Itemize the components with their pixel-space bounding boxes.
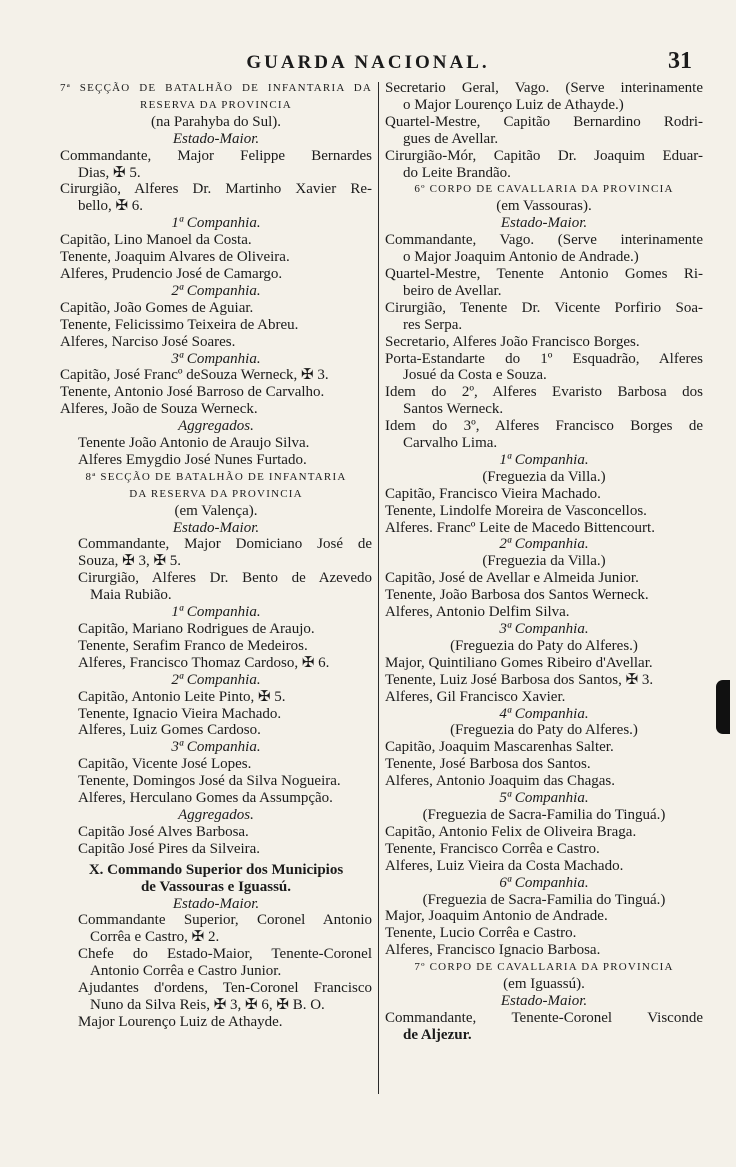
left-text-line: 3ª Companhia. xyxy=(171,350,261,367)
left-text-line: (na Parahyba do Sul). xyxy=(151,113,281,130)
page-header xyxy=(0,48,736,82)
right-text-line: Secretario, Alferes João Francisco Borges. xyxy=(385,333,640,350)
left-text-line: Souza, ✠ 3, ✠ 5. xyxy=(78,553,182,570)
left-text-line: Tenente João Antonio de Araujo Silva. xyxy=(78,435,310,452)
left-text-line: Capitão, Mariano Rodrigues de Araujo. xyxy=(78,621,315,637)
left-text-line: Alferes Emygdio José Nunes Furtado. xyxy=(78,451,307,468)
right-text-line: (em Vassouras). xyxy=(496,198,592,215)
right-text-line: Santos Werneck. xyxy=(403,401,504,418)
left-text-line: Estado-Maior. xyxy=(172,130,260,147)
right-text-line: 7º CORPO DE CAVALLARIA DA PROVINCIA xyxy=(414,961,674,974)
right-text-line: (Freguezia de Sacra-Familia do Tinguá.) xyxy=(422,806,666,823)
left-text-line: 1ª Companhia. xyxy=(171,604,261,621)
right-text-line: Major, Quintiliano Gomes Ribeiro d'Avellar. xyxy=(385,654,653,671)
left-text-line: X. Commando Superior dos Municipios xyxy=(88,861,344,878)
right-text-line: 1ª Companhia. xyxy=(499,451,589,468)
left-text-line: Aggregados. xyxy=(178,418,254,435)
left-text-line: Alferes, João de Souza Werneck. xyxy=(60,401,258,418)
left-text-line: Alferes, Luiz Gomes Cardoso. xyxy=(78,722,261,739)
right-text-line: (Freguezia de Sacra-Familia do Tinguá.) xyxy=(422,891,666,908)
left-text-line: bello, ✠ 6. xyxy=(78,198,144,215)
right-text-line: 2ª Companhia. xyxy=(499,536,589,553)
right-text-line: 3ª Companhia. xyxy=(499,621,589,637)
right-text-line: res Serpa. xyxy=(403,316,463,333)
right-text-line: Carvalho Lima. xyxy=(403,435,498,452)
left-text-line: Capitão José Pires da Silveira. xyxy=(78,840,261,857)
right-text-line: gues de Avellar. xyxy=(403,130,499,147)
page-title: GUARDA NACIONAL. xyxy=(246,52,490,73)
right-text-line: Alferes, Gil Francisco Xavier. xyxy=(385,688,566,705)
left-text-line: Cirurgião, Alferes Dr. Martinho Xavier Re- xyxy=(60,181,372,198)
right-text-line: Commandante, Tenente-Coronel Visconde xyxy=(385,1009,703,1026)
left-text-line: Capitão, Antonio Leite Pinto, ✠ 5. xyxy=(78,688,286,705)
left-text-line: Cirurgião, Alferes Dr. Bento de Azevedo xyxy=(78,570,372,587)
right-text-line: Alferes, Luiz Vieira da Costa Machado. xyxy=(385,857,624,874)
left-text-line: Nuno da Silva Reis, ✠ 3, ✠ 6, ✠ B. O. xyxy=(90,996,325,1013)
left-text-line: Alferes, Prudencio José de Camargo. xyxy=(60,265,283,282)
right-text-line: (em Iguassú). xyxy=(503,976,585,993)
right-text-line: Alferes, Antonio Delfim Silva. xyxy=(385,604,570,621)
left-text-line: Capitão, Lino Manoel da Costa. xyxy=(60,232,252,249)
left-text-line: RESERVA DA PROVINCIA xyxy=(140,98,292,111)
left-text-line: Capitão, João Gomes de Aguiar. xyxy=(60,299,254,316)
left-text-line: Capitão, José Francº deSouza Werneck, ✠ 3. xyxy=(60,367,329,384)
left-text-line: Estado-Maior. xyxy=(172,519,260,536)
left-text-line: 7ª SEÇÇÃO DE BATALHÃO DE INFANTARIA DA xyxy=(60,82,372,94)
left-text-line: Capitão, Vicente José Lopes. xyxy=(78,756,252,773)
left-text-line: de Vassouras e Iguassú. xyxy=(140,878,292,895)
left-text-line: DA RESERVA DA PROVINCIA xyxy=(129,487,303,500)
right-text-line: Porta-Estandarte do 1º Esquadrão, Alferes xyxy=(385,350,703,367)
right-text-line: Idem do 2º, Alferes Evaristo Barbosa dos xyxy=(385,384,703,401)
right-text-line: Capitão, Antonio Felix de Oliveira Braga. xyxy=(385,823,637,840)
right-text-line: Tenente, Luiz José Barbosa dos Santos, ✠ 3. xyxy=(385,671,654,688)
column-divider xyxy=(378,82,379,1094)
left-text-line: Major Lourenço Luiz de Athayde. xyxy=(78,1013,283,1030)
left-text-line: 2ª Companhia. xyxy=(171,282,261,299)
right-text-line: Cirurgião, Tenente Dr. Vicente Porfirio Soa- xyxy=(385,299,703,316)
right-text-line: Josué da Costa e Souza. xyxy=(403,367,547,384)
right-text-line: Quartel-Mestre, Capitão Bernardino Rodri- xyxy=(385,113,703,130)
left-text-line: Alferes, Narciso José Soares. xyxy=(60,333,236,350)
right-text-line: Alferes, Antonio Joaquim das Chagas. xyxy=(385,773,615,790)
right-text-line: beiro de Avellar. xyxy=(403,282,502,299)
left-text-line: Tenente, Felicissimo Teixeira de Abreu. xyxy=(60,316,299,333)
left-text-line: Tenente, Joaquim Alvares de Oliveira. xyxy=(60,249,290,266)
right-text-line: do Leite Brandão. xyxy=(403,164,511,181)
right-text-line: Estado-Maior. xyxy=(500,215,588,232)
right-text-line: 4ª Companhia. xyxy=(499,705,589,722)
right-text-line: de Aljezur. xyxy=(403,1026,472,1043)
right-text-line: o Major Lourenço Luiz de Athayde.) xyxy=(403,96,624,113)
left-text-line: Tenente, Antonio José Barroso de Carvalho. xyxy=(60,384,325,401)
left-text-line: Antonio Corrêa e Castro Junior. xyxy=(90,963,282,980)
right-text-line: (Freguezia da Villa.) xyxy=(482,468,606,485)
right-text-line: Capitão, Francisco Vieira Machado. xyxy=(385,485,601,502)
left-text-line: Tenente, Domingos José da Silva Nogueira. xyxy=(78,773,341,790)
left-text-line: 1ª Companhia. xyxy=(171,215,261,232)
left-text-line: Commandante, Major Domiciano José de xyxy=(78,536,372,553)
left-text-line: Estado-Maior. xyxy=(172,895,260,912)
right-column xyxy=(385,80,703,1044)
right-text-line: Tenente, José Barbosa dos Santos. xyxy=(385,756,591,773)
left-text-line: Tenente, Ignacio Vieira Machado. xyxy=(78,705,282,722)
right-text-line: (Freguezia do Paty do Alferes.) xyxy=(450,722,638,739)
left-text-line: Corrêa e Castro, ✠ 2. xyxy=(90,929,220,946)
right-text-line: (Freguezia da Villa.) xyxy=(482,553,606,570)
right-text-line: 6º CORPO DE CAVALLARIA DA PROVINCIA xyxy=(414,183,674,196)
right-text-line: 6ª Companhia. xyxy=(499,874,589,891)
right-text-line: (Freguezia do Paty do Alferes.) xyxy=(450,637,638,654)
page-number: 31 xyxy=(668,48,692,74)
right-text-line: Secretario Geral, Vago. (Serve interinamente xyxy=(385,80,703,96)
left-column xyxy=(60,80,372,1031)
ink-blot xyxy=(716,680,730,734)
left-text-line: 8ª SECÇÃO DE BATALHÃO DE INFANTARIA xyxy=(85,470,347,483)
right-text-line: Cirurgião-Mór, Capitão Dr. Joaquim Eduar- xyxy=(385,147,703,164)
left-text-line: Alferes, Herculano Gomes da Assumpção. xyxy=(78,790,333,807)
left-text-line: 3ª Companhia. xyxy=(171,739,261,756)
left-text-line: Aggregados. xyxy=(178,806,254,823)
left-text-line: Alferes, Francisco Thomaz Cardoso, ✠ 6. xyxy=(78,654,330,671)
left-text-line: Ajudantes d'ordens, Ten-Coronel Francisco xyxy=(78,980,372,997)
left-text-line: Commandante, Major Felippe Bernardes xyxy=(60,147,372,164)
left-text-line: Commandante Superior, Coronel Antonio xyxy=(78,912,372,929)
left-text-line: Chefe do Estado-Maior, Tenente-Coronel xyxy=(78,946,372,963)
right-text-line: Estado-Maior. xyxy=(500,992,588,1009)
right-text-line: Capitão, Joaquim Mascarenhas Salter. xyxy=(385,739,614,756)
left-text-line: Dias, ✠ 5. xyxy=(78,164,141,181)
right-text-line: Alferes. Francº Leite de Macedo Bittencourt. xyxy=(385,519,655,536)
left-text-line: Tenente, Serafim Franco de Medeiros. xyxy=(78,637,308,654)
left-text-line: Capitão José Alves Barbosa. xyxy=(78,823,249,840)
left-text-line: 2ª Companhia. xyxy=(171,671,261,688)
right-text-line: Capitão, José de Avellar e Almeida Junior. xyxy=(385,570,639,587)
right-text-line: o Major Joaquim Antonio de Andrade.) xyxy=(403,249,639,266)
right-text-line: Commandante, Vago. (Serve interinamente xyxy=(385,232,703,249)
right-text-line: Major, Joaquim Antonio de Andrade. xyxy=(385,908,608,925)
left-text-line: Maia Rubião. xyxy=(90,587,172,604)
right-text-line: Tenente, Francisco Corrêa e Castro. xyxy=(385,840,600,857)
right-text-line: 5ª Companhia. xyxy=(499,790,589,807)
right-text-line: Alferes, Francisco Ignacio Barbosa. xyxy=(385,942,601,959)
right-text-line: Idem do 3º, Alferes Francisco Borges de xyxy=(385,418,703,435)
right-text-line: Tenente, Lindolfe Moreira de Vasconcellos. xyxy=(385,502,647,519)
left-text-line: (em Valença). xyxy=(174,502,258,519)
right-text-line: Tenente, João Barbosa dos Santos Werneck. xyxy=(385,587,649,604)
right-text-line: Tenente, Lucio Corrêa e Castro. xyxy=(385,925,577,942)
right-text-line: Quartel-Mestre, Tenente Antonio Gomes Ri- xyxy=(385,265,703,282)
